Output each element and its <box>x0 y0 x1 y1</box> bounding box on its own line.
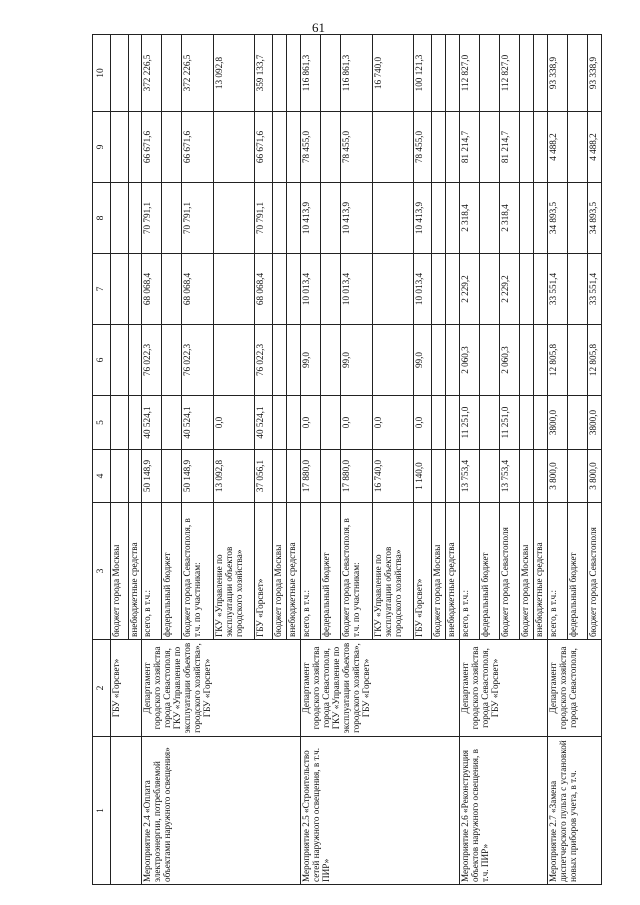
value-cell <box>129 183 142 254</box>
value-cell: 10 413,9 <box>300 183 320 254</box>
value-cell: 50 148,9 <box>141 450 161 503</box>
table-row <box>141 35 161 885</box>
funding-source: ГБУ «Горсвет» <box>413 503 431 640</box>
value-cell <box>445 450 459 503</box>
funding-source: внебюджетные средства <box>445 503 459 640</box>
funding-source: внебюджетные средства <box>286 503 300 640</box>
funding-source: бюджет города Москвы <box>111 503 129 640</box>
funding-source: внебюджетные средства <box>533 503 547 640</box>
value-cell <box>213 183 254 254</box>
value-cell: 116 861,3 <box>300 35 320 112</box>
value-cell <box>479 450 499 503</box>
value-cell: 0,0 <box>340 396 372 450</box>
value-cell <box>272 112 286 183</box>
value-cell <box>567 254 587 325</box>
value-cell: 33 551,4 <box>547 254 567 325</box>
value-cell: 0,0 <box>213 396 254 450</box>
value-cell: 4 488,2 <box>547 112 567 183</box>
value-cell: 372 226,5 <box>141 35 161 112</box>
value-cell: 99,0 <box>413 325 431 396</box>
measure-executor: Департамент городского хозяйства города Севастополя, ГКУ «Управление по эксплуатации объектов городского хозяйства», ГБУ «Горсвет» <box>141 640 300 737</box>
value-cell <box>479 396 499 450</box>
value-cell <box>111 450 129 503</box>
column-number-5: 5 <box>93 396 111 450</box>
funding-source: бюджет города Севастополя <box>587 503 601 640</box>
value-cell <box>111 112 129 183</box>
value-cell <box>567 183 587 254</box>
value-cell <box>111 396 129 450</box>
value-cell: 68 068,4 <box>141 254 161 325</box>
value-cell: 76 022,3 <box>181 325 213 396</box>
value-cell <box>161 325 181 396</box>
measure-name: Мероприятие 2.4 «Оплата электроэнергии, потребляемой объектами наружного освещения» <box>141 737 300 885</box>
value-cell <box>479 325 499 396</box>
value-cell: 11 251,0 <box>459 396 479 450</box>
measure-executor: Департамент городского хозяйства города Севастополя, ГКУ «Управление по эксплуатации объектов городского хозяйства», ГБУ «Горсвет» <box>300 640 459 737</box>
value-cell: 112 827,0 <box>459 35 479 112</box>
value-cell: 13 092,8 <box>213 450 254 503</box>
value-cell <box>567 112 587 183</box>
value-cell <box>431 450 445 503</box>
column-number-4: 4 <box>93 450 111 503</box>
value-cell: 34 893,5 <box>547 183 567 254</box>
table-body <box>93 35 602 885</box>
value-cell: 0,0 <box>300 396 320 450</box>
value-cell: 3 800,0 <box>547 450 567 503</box>
value-cell <box>161 254 181 325</box>
column-number-9: 9 <box>93 112 111 183</box>
value-cell <box>533 450 547 503</box>
value-cell: 3 800,0 <box>587 450 601 503</box>
value-cell <box>533 325 547 396</box>
value-cell <box>431 183 445 254</box>
value-cell <box>445 254 459 325</box>
value-cell <box>372 183 413 254</box>
value-cell <box>129 35 142 112</box>
value-cell <box>445 35 459 112</box>
measure-executor: Департамент городского хозяйства города Севастополя, <box>547 640 601 737</box>
funding-source: бюджет города Севастополя, в т.ч. по участникам: <box>181 503 213 640</box>
value-cell: 13 753,4 <box>499 450 519 503</box>
funding-source: ГКУ «Управление по эксплуатации объектов городского хозяйства» <box>372 503 413 640</box>
value-cell <box>161 112 181 183</box>
value-cell <box>213 325 254 396</box>
value-cell <box>445 325 459 396</box>
value-cell: 81 214,7 <box>459 112 479 183</box>
measure-name: Мероприятие 2.6 «Реконструкция объектов наружного освещения, в т.ч. ПИР» <box>459 737 547 885</box>
value-cell: 372 226,5 <box>181 35 213 112</box>
value-cell <box>372 254 413 325</box>
value-cell <box>533 254 547 325</box>
value-cell <box>431 396 445 450</box>
funding-source: федеральный бюджет <box>161 503 181 640</box>
funding-source: ГКУ «Управление по эксплуатации объектов городского хозяйства» <box>213 503 254 640</box>
value-cell: 34 893,5 <box>587 183 601 254</box>
value-cell: 3800,0 <box>547 396 567 450</box>
value-cell: 16 740,0 <box>372 450 413 503</box>
value-cell <box>533 35 547 112</box>
value-cell <box>320 325 340 396</box>
value-cell: 2 318,4 <box>459 183 479 254</box>
value-cell <box>445 396 459 450</box>
value-cell <box>519 325 533 396</box>
value-cell <box>372 325 413 396</box>
value-cell: 99,0 <box>340 325 372 396</box>
value-cell <box>161 396 181 450</box>
value-cell <box>129 450 142 503</box>
value-cell <box>213 112 254 183</box>
column-number-3: 3 <box>93 503 111 640</box>
value-cell: 10 013,4 <box>300 254 320 325</box>
value-cell <box>567 35 587 112</box>
column-number-10: 10 <box>93 35 111 112</box>
funding-source: всего, в т.ч.: <box>300 503 320 640</box>
value-cell <box>567 325 587 396</box>
value-cell <box>111 254 129 325</box>
value-cell <box>320 183 340 254</box>
value-cell: 33 551,4 <box>587 254 601 325</box>
funding-source: федеральный бюджет <box>479 503 499 640</box>
value-cell <box>286 112 300 183</box>
value-cell <box>320 396 340 450</box>
value-cell <box>479 112 499 183</box>
value-cell <box>286 396 300 450</box>
value-cell <box>320 112 340 183</box>
value-cell <box>533 183 547 254</box>
prelude-row <box>111 35 129 885</box>
value-cell <box>213 254 254 325</box>
value-cell: 2 318,4 <box>499 183 519 254</box>
value-cell <box>111 183 129 254</box>
value-cell: 2 229,2 <box>459 254 479 325</box>
prelude-executor: ГБУ «Горсвет» <box>111 640 142 737</box>
value-cell <box>161 35 181 112</box>
value-cell: 66 671,6 <box>254 112 272 183</box>
column-number-7: 7 <box>93 254 111 325</box>
value-cell: 0,0 <box>413 396 431 450</box>
value-cell <box>286 35 300 112</box>
value-cell <box>111 35 129 112</box>
measure-executor: Департамент городского хозяйства города Севастополя, ГБУ «Горсвет» <box>459 640 547 737</box>
table-frame <box>92 35 598 885</box>
value-cell <box>161 183 181 254</box>
value-cell: 78 455,0 <box>300 112 320 183</box>
value-cell: 100 121,3 <box>413 35 431 112</box>
value-cell <box>519 112 533 183</box>
table-row <box>300 35 320 885</box>
value-cell <box>533 396 547 450</box>
funding-source: внебюджетные средства <box>129 503 142 640</box>
value-cell <box>272 396 286 450</box>
value-cell: 10 013,4 <box>413 254 431 325</box>
funding-source: бюджет города Севастополя <box>499 503 519 640</box>
value-cell: 93 338,9 <box>547 35 567 112</box>
funding-source: федеральный бюджет <box>320 503 340 640</box>
value-cell <box>320 35 340 112</box>
value-cell <box>431 35 445 112</box>
value-cell: 1 140,0 <box>413 450 431 503</box>
value-cell: 11 251,0 <box>499 396 519 450</box>
value-cell <box>519 450 533 503</box>
value-cell <box>129 112 142 183</box>
value-cell <box>129 325 142 396</box>
rotated-table-container <box>92 35 598 885</box>
value-cell: 70 791,1 <box>181 183 213 254</box>
value-cell: 81 214,7 <box>499 112 519 183</box>
value-cell <box>320 254 340 325</box>
value-cell <box>372 112 413 183</box>
value-cell: 10 413,9 <box>413 183 431 254</box>
funding-source: бюджет города Москвы <box>431 503 445 640</box>
table-row <box>547 35 567 885</box>
value-cell <box>272 325 286 396</box>
value-cell: 4 488,2 <box>587 112 601 183</box>
value-cell: 10 013,4 <box>340 254 372 325</box>
value-cell <box>431 254 445 325</box>
value-cell <box>161 450 181 503</box>
value-cell <box>533 112 547 183</box>
value-cell <box>272 183 286 254</box>
value-cell: 93 338,9 <box>587 35 601 112</box>
value-cell: 37 056,1 <box>254 450 272 503</box>
measure-name: Мероприятие 2.7 «Замена диспетчерского пульта с установкой новых приборов учета, в т.ч. <box>547 737 601 885</box>
value-cell: 40 524,1 <box>254 396 272 450</box>
funding-table <box>92 34 602 885</box>
value-cell: 78 455,0 <box>413 112 431 183</box>
value-cell: 12 805,8 <box>587 325 601 396</box>
value-cell <box>479 183 499 254</box>
value-cell: 359 133,7 <box>254 35 272 112</box>
measure-name: Мероприятие 2.5 «Строительство сетей наружного освещения, в т.ч. ПИР» <box>300 737 459 885</box>
value-cell <box>111 325 129 396</box>
funding-source: федеральный бюджет <box>567 503 587 640</box>
value-cell: 66 671,6 <box>141 112 161 183</box>
value-cell: 10 413,9 <box>340 183 372 254</box>
value-cell <box>519 35 533 112</box>
value-cell: 40 524,1 <box>141 396 161 450</box>
value-cell <box>272 450 286 503</box>
value-cell <box>129 396 142 450</box>
value-cell <box>479 254 499 325</box>
value-cell <box>286 183 300 254</box>
value-cell: 40 524,1 <box>181 396 213 450</box>
value-cell <box>272 254 286 325</box>
value-cell: 13 753,4 <box>459 450 479 503</box>
value-cell <box>445 183 459 254</box>
funding-source: всего, в т.ч.: <box>459 503 479 640</box>
value-cell <box>431 325 445 396</box>
value-cell: 116 861,3 <box>340 35 372 112</box>
value-cell: 66 671,6 <box>181 112 213 183</box>
value-cell <box>431 112 445 183</box>
value-cell: 0,0 <box>372 396 413 450</box>
value-cell: 76 022,3 <box>141 325 161 396</box>
value-cell <box>519 396 533 450</box>
value-cell <box>272 35 286 112</box>
value-cell <box>519 183 533 254</box>
value-cell: 78 455,0 <box>340 112 372 183</box>
value-cell: 70 791,1 <box>254 183 272 254</box>
value-cell: 17 880,0 <box>300 450 320 503</box>
value-cell <box>286 254 300 325</box>
funding-source: всего, в т.ч.: <box>141 503 161 640</box>
column-number-8: 8 <box>93 183 111 254</box>
column-number-2: 2 <box>93 640 111 737</box>
value-cell <box>129 254 142 325</box>
value-cell <box>567 450 587 503</box>
value-cell: 99,0 <box>300 325 320 396</box>
value-cell <box>286 325 300 396</box>
value-cell: 12 805,8 <box>547 325 567 396</box>
value-cell: 50 148,9 <box>181 450 213 503</box>
value-cell: 3800,0 <box>587 396 601 450</box>
funding-source: всего, в т.ч.: <box>547 503 567 640</box>
value-cell: 2 060,3 <box>499 325 519 396</box>
value-cell: 68 068,4 <box>254 254 272 325</box>
table-row <box>459 35 479 885</box>
value-cell <box>479 35 499 112</box>
value-cell <box>567 396 587 450</box>
value-cell: 68 068,4 <box>181 254 213 325</box>
funding-source: бюджет города Севастополя, в т.ч. по участникам: <box>340 503 372 640</box>
funding-source: бюджет города Москвы <box>272 503 286 640</box>
prelude-measure-cell <box>111 737 142 885</box>
value-cell <box>519 254 533 325</box>
value-cell <box>445 112 459 183</box>
value-cell: 13 092,8 <box>213 35 254 112</box>
value-cell: 16 740,0 <box>372 35 413 112</box>
funding-source: ГБУ «Горсвет» <box>254 503 272 640</box>
value-cell: 2 229,2 <box>499 254 519 325</box>
header-row <box>93 35 111 885</box>
value-cell: 17 880,0 <box>340 450 372 503</box>
column-number-6: 6 <box>93 325 111 396</box>
page-number: 61 <box>312 20 325 35</box>
value-cell <box>320 450 340 503</box>
value-cell: 76 022,3 <box>254 325 272 396</box>
funding-source: бюджет города Москвы <box>519 503 533 640</box>
value-cell: 2 060,3 <box>459 325 479 396</box>
column-number-1: 1 <box>93 737 111 885</box>
value-cell <box>286 450 300 503</box>
value-cell: 112 827,0 <box>499 35 519 112</box>
value-cell: 70 791,1 <box>141 183 161 254</box>
